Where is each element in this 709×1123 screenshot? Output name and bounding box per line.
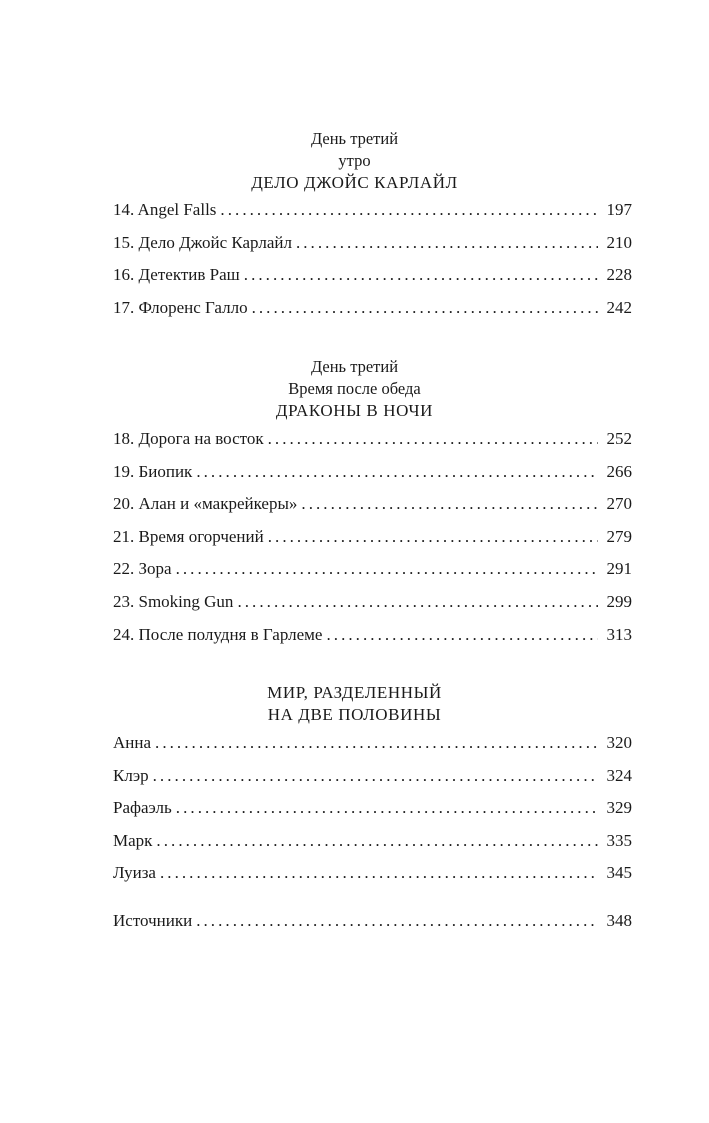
entry-title: 21. Время огорчений (113, 526, 264, 546)
entry-title: Источники (113, 911, 193, 930)
entry-page: 242 (606, 297, 632, 317)
toc-entry[interactable] (113, 591, 632, 624)
toc-entry[interactable] (113, 624, 632, 657)
section-time-label: Время после обеда (288, 379, 421, 398)
section-day-label: День третий (310, 357, 399, 376)
toc-list-section-3 (113, 732, 632, 895)
leader-dots (153, 765, 598, 787)
section-title: ДРАКОНЫ В НОЧИ (275, 401, 434, 420)
entry-title: 20. Алан и «макрейкеры» (113, 494, 298, 514)
entry-title: 17. Флоренс Галло (113, 297, 248, 317)
entry-page: 266 (606, 461, 632, 481)
leader-dots (155, 732, 598, 754)
leader-dots (301, 493, 598, 515)
section-time-label: утро (338, 151, 371, 170)
entry-title: 14. Angel Falls (113, 200, 217, 219)
toc-list-section-2 (113, 428, 632, 656)
entry-page: 291 (606, 559, 632, 579)
toc-entry[interactable] (113, 558, 632, 591)
entry-page: 345 (606, 863, 632, 883)
entry-title: Анна (113, 733, 152, 752)
section-heading-day3-morning (0, 128, 709, 194)
entry-page: 313 (606, 624, 632, 644)
leader-dots (268, 526, 598, 548)
entry-title: 23. Smoking Gun (113, 591, 234, 611)
toc-entry[interactable] (113, 232, 632, 265)
entry-title: 22. Зора (113, 559, 172, 579)
entry-title: Марк (113, 830, 153, 850)
leader-dots (196, 461, 598, 483)
toc-entry[interactable] (113, 461, 632, 494)
entry-title: Рафаэль (113, 798, 172, 818)
leader-dots (160, 862, 598, 884)
entry-page: 279 (606, 526, 632, 546)
entry-title: 24. После полудня в Гарлеме (113, 624, 323, 644)
leader-dots (196, 910, 598, 932)
toc-entry[interactable] (113, 797, 632, 830)
leader-dots (244, 264, 598, 286)
toc-entry[interactable] (113, 428, 632, 461)
entry-title: Клэр (113, 765, 149, 785)
leader-dots (268, 428, 598, 450)
entry-title: 15. Дело Джойс Карлайл (113, 232, 292, 252)
leader-dots (296, 232, 598, 254)
leader-dots (252, 297, 598, 319)
entry-title: 18. Дорога на восток (113, 429, 264, 448)
toc-entry[interactable] (113, 526, 632, 559)
toc-entry-sources[interactable] (113, 910, 632, 943)
toc-entry[interactable] (113, 862, 632, 895)
section-day-label: День третий (310, 129, 399, 148)
entry-page: 299 (606, 591, 632, 611)
entry-page: 320 (606, 733, 632, 752)
entry-page: 228 (606, 265, 632, 285)
entry-page: 270 (606, 494, 632, 514)
section-heading-day3-afternoon (0, 356, 709, 422)
toc-entry[interactable] (113, 297, 632, 330)
entry-page: 324 (606, 765, 632, 785)
toc-entry[interactable] (113, 493, 632, 526)
toc-entry[interactable] (113, 830, 632, 863)
entry-title: Луиза (113, 863, 156, 883)
entry-title: 16. Детектив Раш (113, 265, 240, 285)
toc-entry[interactable] (113, 732, 632, 765)
section-title: ДЕЛО ДЖОЙС КАРЛАЙЛ (251, 173, 458, 192)
toc-entry[interactable] (113, 765, 632, 798)
entry-page: 197 (606, 200, 632, 219)
entry-page: 210 (606, 232, 632, 252)
entry-page: 252 (606, 429, 632, 448)
leader-dots (237, 591, 598, 613)
entry-page: 335 (606, 830, 632, 850)
toc-list-section-1 (113, 199, 632, 329)
section-title-line-1: МИР, РАЗДЕЛЕННЫЙ (267, 683, 442, 702)
entry-page: 329 (606, 798, 632, 818)
toc-entry[interactable] (113, 264, 632, 297)
leader-dots (176, 797, 598, 819)
leader-dots (176, 558, 598, 580)
section-title-line-2: НА ДВЕ ПОЛОВИНЫ (267, 705, 442, 724)
toc-list-sources (113, 910, 632, 943)
toc-entry[interactable] (113, 199, 632, 232)
leader-dots (220, 199, 598, 221)
entry-page: 348 (606, 911, 632, 930)
leader-dots (156, 830, 598, 852)
section-heading-world-divided (0, 682, 709, 726)
leader-dots (326, 624, 598, 646)
entry-title: 19. Биопик (113, 461, 193, 481)
